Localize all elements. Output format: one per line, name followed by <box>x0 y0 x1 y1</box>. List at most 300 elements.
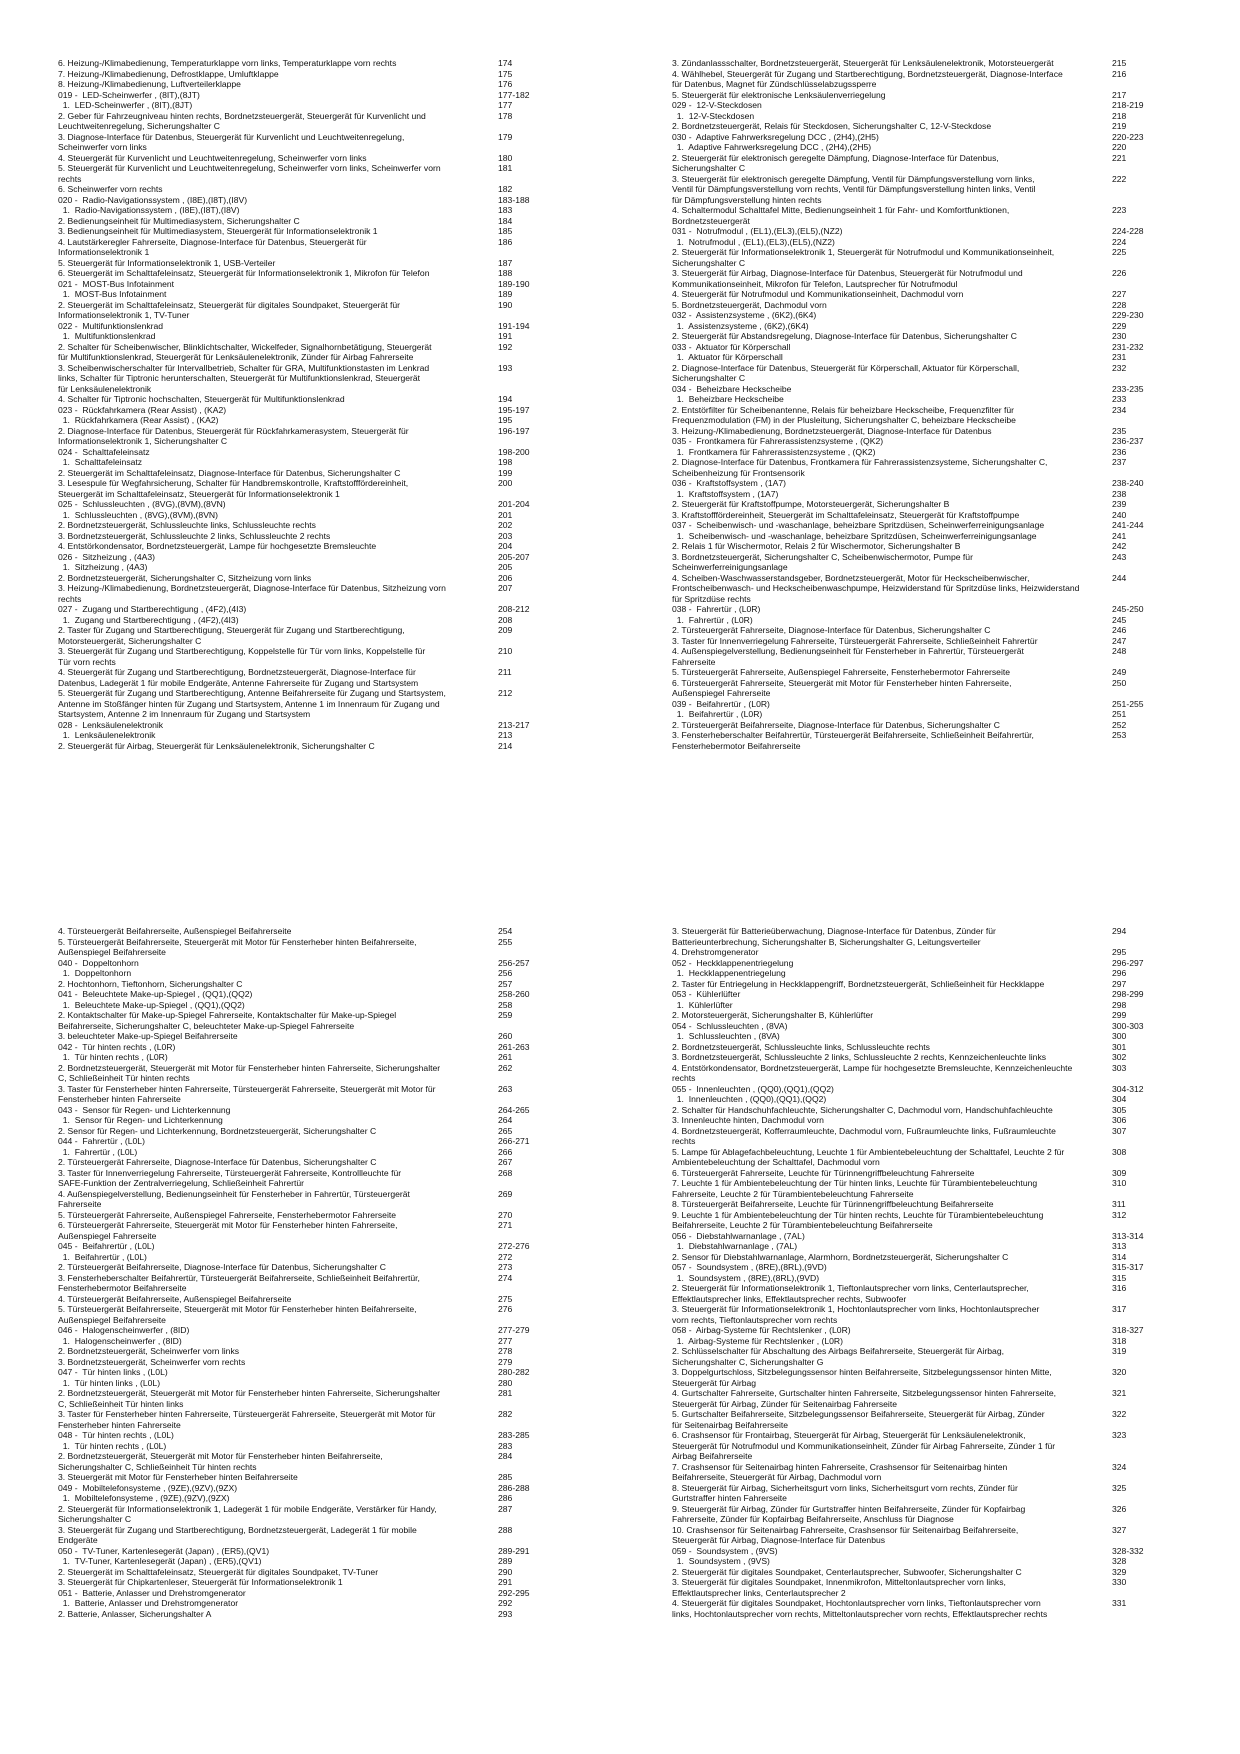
toc-entry <box>58 594 578 605</box>
toc-entry-text: 045 - Beifahrertür , (L0L) <box>58 1241 155 1251</box>
toc-entry-page: 262 <box>498 1062 513 1073</box>
toc-entry-page: 198 <box>498 457 513 467</box>
toc-entry <box>672 300 1192 311</box>
toc-entry-page: 198-200 <box>498 446 530 457</box>
toc-entry-text: 058 - Airbag-Systeme für Rechtslenker , (L0R) <box>672 1325 851 1335</box>
toc-entry-page: 280 <box>498 1377 513 1388</box>
toc-entry-text: Fahrerseite, Zünder für Kopfairbag Beifahrerseite, Anschluss für Diagnose <box>672 1514 954 1524</box>
toc-entry-text: Ventil für Dämpfungsverstellung vorn rechts, Ventil für Dämpfungsverstellung hinten links, Ventil <box>672 184 1036 194</box>
toc-entry-page: 283 <box>498 1440 513 1451</box>
toc-entry-page: 184 <box>498 215 513 226</box>
toc-entry-page: 210 <box>498 646 513 656</box>
toc-entry-text: 1. Innenleuchten , (QQ0),(QQ1),(QQ2) <box>672 1094 827 1104</box>
toc-entry-text: 3. Steuergerät mit Motor für Fensterheber hinten Beifahrerseite <box>58 1472 298 1482</box>
toc-entry <box>672 520 1192 531</box>
toc-entry-page: 302 <box>1112 1052 1127 1062</box>
toc-entry <box>58 1094 578 1105</box>
toc-entry-page <box>1104 184 1192 195</box>
toc-entry-page: 178 <box>498 110 513 121</box>
toc-entry-page: 261-263 <box>498 1041 530 1052</box>
toc-entry-text: 1. Beleuchtete Make-up-Spiegel , (QQ1),(QQ2) <box>58 999 245 1010</box>
toc-entry-text: 2. Türsteuergerät Fahrerseite, Diagnose-Interface für Datenbus, Sicherungshalter C <box>672 625 991 635</box>
toc-entry <box>58 279 578 290</box>
toc-entry <box>58 646 578 657</box>
toc-entry-text: 2. Steuergerät im Schalttafeleinsatz, Steuergerät für digitales Soundpaket, TV-Tuner <box>58 1566 379 1577</box>
toc-entry-text: 1. Adaptive Fahrwerksregelung DCC , (2H4),(2H5) <box>672 142 872 152</box>
toc-entry <box>58 352 578 363</box>
toc-entry-text: 044 - Fahrertür , (L0L) <box>58 1136 145 1146</box>
toc-entry-text: 2. Bordnetzsteuergerät, Scheinwerfer vorn links <box>58 1346 240 1356</box>
toc-entry-text: 3. Steuergerät für Zugang und Startberechtigung, Bordnetzsteuergerät, Ladegerät 1 für mobile <box>58 1524 417 1535</box>
toc-entry-text: links, Hochtonlautsprecher vorn rechts, Mitteltonlautsprecher vorn rechts, Effektlautsprecher rechts <box>672 1608 1048 1619</box>
toc-entry <box>58 1252 578 1263</box>
toc-entry-page: 330 <box>1112 1577 1127 1587</box>
toc-entry-page: 182 <box>498 184 513 194</box>
toc-entry <box>672 1126 1192 1137</box>
toc-entry-page: 175 <box>498 68 513 79</box>
toc-entry <box>58 552 578 563</box>
toc-entry-page: 183-188 <box>498 194 530 205</box>
toc-entry-page: 209 <box>498 625 513 635</box>
toc-entry <box>672 562 1192 573</box>
toc-entry <box>58 583 578 594</box>
toc-entry-page: 266-271 <box>498 1136 530 1146</box>
toc-entry <box>672 937 1192 948</box>
toc-entry <box>672 667 1192 678</box>
toc-entry-page: 286-288 <box>498 1482 530 1493</box>
toc-entry <box>672 615 1192 626</box>
toc-entry <box>672 989 1192 1000</box>
toc-entry-page <box>1104 415 1192 426</box>
toc-entry-page <box>1104 1472 1192 1483</box>
toc-entry-page: 283-285 <box>498 1430 530 1440</box>
toc-entry <box>672 1346 1192 1357</box>
toc-entry <box>672 289 1192 300</box>
toc-entry-page <box>490 1073 578 1084</box>
toc-entry-text: 033 - Aktuator für Körperschall <box>672 341 791 352</box>
toc-entry <box>58 1472 578 1483</box>
toc-entry-text: Steuergerät für Notrufmodul und Kommunikationseinheit, Zünder für Airbag Fahrerseite, Zünder 1 für <box>672 1440 1056 1451</box>
toc-entry-text: 1. Radio-Navigationssystem , (I8E),(I8T),(I8V) <box>58 205 240 215</box>
toc-entry <box>58 989 578 1000</box>
toc-entry-page: 231-232 <box>1112 341 1144 352</box>
toc-entry-page: 312 <box>1112 1209 1127 1220</box>
toc-column-bottom-right <box>672 926 1192 1619</box>
toc-entry-page: 274 <box>498 1272 513 1283</box>
toc-entry-text: 3. Taster für Innenverriegelung Fahrerseite, Türsteuergerät Fahrerseite, Kontrollleuchte für <box>58 1167 402 1178</box>
toc-entry <box>672 237 1192 248</box>
toc-entry-text: 1. Lenksäulenelektronik <box>58 730 156 740</box>
toc-entry <box>672 1315 1192 1326</box>
toc-entry-text: 031 - Notrufmodul , (EL1),(EL3),(EL5),(NZ2) <box>672 226 843 236</box>
toc-entry <box>58 1126 578 1137</box>
toc-entry-text: Informationselektronik 1, TV-Tuner <box>58 310 190 320</box>
toc-entry-page: 295 <box>1112 947 1127 957</box>
toc-entry-page: 309 <box>1112 1167 1127 1178</box>
toc-entry-page: 257 <box>498 978 513 989</box>
toc-entry <box>672 594 1192 605</box>
toc-entry-text: 2. Bordnetzsteuergerät, Steuergerät mit Motor für Fensterheber hinten Fahrerseite, Sicherungshalter <box>58 1388 441 1398</box>
toc-entry <box>58 1346 578 1357</box>
toc-entry <box>58 373 578 384</box>
toc-entry-text: Informationselektronik 1, Sicherungshalter C <box>58 436 228 446</box>
toc-entry-text: 022 - Multifunktionslenkrad <box>58 320 164 331</box>
toc-entry-page: 187 <box>498 257 513 268</box>
toc-entry-page <box>1104 1451 1192 1462</box>
toc-entry-page: 245-250 <box>1112 604 1144 614</box>
toc-entry-text: 1. Beheizbare Heckscheibe <box>672 394 784 404</box>
toc-entry <box>58 1504 578 1515</box>
toc-entry-page <box>1104 1588 1192 1599</box>
toc-entry <box>672 352 1192 363</box>
toc-entry-page <box>1104 79 1192 90</box>
toc-entry-page <box>490 1399 578 1410</box>
toc-entry-text: 4. Gurtschalter Fahrerseite, Gurtschalter hinten Fahrerseite, Sitzbelegungssensor hinten Fahrerseite, <box>672 1388 1057 1398</box>
toc-entry <box>58 237 578 248</box>
toc-entry-page: 288 <box>498 1524 513 1535</box>
toc-entry-text: vorn rechts, Tieftonlautsprecher vorn rechts <box>672 1314 838 1325</box>
toc-entry-page: 275 <box>498 1293 513 1304</box>
toc-entry-text: 2. Diagnose-Interface für Datenbus, Steuergerät für Körperschall, Aktuator für Körperschall, <box>672 362 1020 373</box>
toc-entry <box>672 132 1192 143</box>
toc-entry <box>58 321 578 332</box>
toc-entry-page: 292 <box>498 1598 513 1608</box>
toc-entry-page: 179 <box>498 131 513 142</box>
toc-entry <box>58 541 578 552</box>
toc-entry-text: 049 - Mobiltelefonsysteme , (9ZE),(9ZV),(9ZX) <box>58 1482 238 1493</box>
toc-entry-page: 315-317 <box>1112 1262 1144 1272</box>
toc-entry-page: 191-194 <box>498 320 530 331</box>
toc-entry-page: 272 <box>498 1251 513 1262</box>
toc-entry <box>58 478 578 489</box>
toc-entry <box>58 447 578 458</box>
toc-entry <box>58 604 578 615</box>
toc-entry-page: 233-235 <box>1112 383 1144 394</box>
toc-entry <box>58 184 578 195</box>
toc-entry-text: 2. Sensor für Regen- und Lichterkennung, Bordnetzsteuergerät, Sicherungshalter C <box>58 1125 377 1136</box>
toc-entry <box>672 1472 1192 1483</box>
toc-entry-page: 177 <box>498 100 513 110</box>
toc-entry-page: 225 <box>1112 247 1127 257</box>
toc-entry-text: SAFE-Funktion der Zentralverriegelung, Schließeinheit Fahrertür <box>58 1178 304 1188</box>
toc-entry-text: 3. Heizung-/Klimabedienung, Bordnetzsteuergerät, Diagnose-Interface für Datenbus <box>672 425 992 436</box>
toc-entry-text: 1. Batterie, Anlasser und Drehstromgenerator <box>58 1598 239 1608</box>
toc-entry <box>58 1514 578 1525</box>
toc-entry-text: Außenspiegel Fahrerseite <box>58 1230 157 1241</box>
toc-entry-text: 1. TV-Tuner, Kartenlesegerät (Japan) , (ER5),(QV1) <box>58 1556 262 1566</box>
toc-entry-page: 261 <box>498 1052 513 1062</box>
toc-entry-page: 229-230 <box>1112 310 1144 320</box>
toc-entry-page: 218-219 <box>1112 100 1144 110</box>
toc-entry-text: 2. Kontaktschalter für Make-up-Spiegel Fahrerseite, Kontaktschalter für Make-up-Spiegel <box>58 1010 397 1020</box>
toc-entry <box>58 1147 578 1158</box>
toc-entry-page: 202 <box>498 520 513 530</box>
toc-entry-page: 321 <box>1112 1388 1127 1398</box>
toc-entry <box>58 730 578 741</box>
toc-column-top-left <box>58 58 578 751</box>
toc-entry-text: 4. Steuergerät für Kurvenlicht und Leuchtweitenregelung, Scheinwerfer vorn links <box>58 152 367 163</box>
toc-entry-text: 046 - Halogenscheinwerfer , (8ID) <box>58 1325 190 1335</box>
toc-entry-page: 188 <box>498 268 513 278</box>
toc-entry <box>58 1598 578 1609</box>
toc-entry-text: 3. beleuchteter Make-up-Spiegel Beifahrerseite <box>58 1031 238 1041</box>
toc-entry-page: 247 <box>1112 635 1127 646</box>
toc-entry <box>672 1136 1192 1147</box>
toc-entry-text: 1. Tür hinten rechts , (L0R) <box>58 1052 168 1062</box>
toc-entry-page: 251 <box>1112 709 1127 719</box>
toc-entry <box>58 247 578 258</box>
toc-entry-page: 238-240 <box>1112 478 1144 488</box>
toc-entry <box>672 1504 1192 1515</box>
toc-entry-text: 5. Gurtschalter Beifahrerseite, Sitzbelegungssensor Beifahrerseite, Steuergerät für Airbag, Zünder <box>672 1409 1045 1419</box>
toc-entry-text: 055 - Innenleuchten , (QQ0),(QQ1),(QQ2) <box>672 1083 834 1094</box>
toc-entry-text: Sicherungshalter C <box>672 257 746 268</box>
toc-entry-page: 248 <box>1112 646 1127 656</box>
toc-entry <box>58 436 578 447</box>
toc-entry-page: 213 <box>498 730 513 740</box>
toc-entry-page <box>1104 1294 1192 1305</box>
toc-entry <box>58 58 578 69</box>
toc-entry-page: 319 <box>1112 1346 1127 1356</box>
toc-entry-page: 181 <box>498 163 513 173</box>
toc-entry-page: 289-291 <box>498 1545 530 1556</box>
toc-entry <box>58 1220 578 1231</box>
toc-entry-text: 6. Crashsensor für Frontairbag, Steuergerät für Airbag, Steuergerät für Lenksäulenelektronik, <box>672 1430 1026 1440</box>
toc-entry-page: 255 <box>498 936 513 947</box>
toc-entry-text: 5. Türsteuergerät Beifahrerseite, Steuergerät mit Motor für Fensterheber hinten Beifahrerseite, <box>58 936 417 947</box>
toc-entry-page: 306 <box>1112 1115 1127 1125</box>
toc-entry-page: 267 <box>498 1157 513 1167</box>
toc-entry-page: 286 <box>498 1493 513 1503</box>
toc-entry <box>58 1073 578 1084</box>
toc-entry <box>58 499 578 510</box>
toc-entry-text: 1. Beifahrertür , (L0L) <box>58 1251 147 1262</box>
toc-entry <box>58 1294 578 1305</box>
toc-entry <box>672 552 1192 563</box>
toc-entry <box>672 720 1192 731</box>
toc-entry <box>58 468 578 479</box>
toc-entry-page: 235 <box>1112 425 1127 436</box>
toc-entry-text: Fensterhebermotor Beifahrerseite <box>672 740 801 751</box>
toc-entry <box>672 1252 1192 1263</box>
toc-entry-text: 3. Heizung-/Klimabedienung, Bordnetzsteuergerät, Diagnose-Interface für Datenbus, Sitzheizung vorn <box>58 583 446 593</box>
toc-entry-text: 4. Schaltermodul Schalttafel Mitte, Bedienungseinheit 1 für Fahr- und Komfortfunktionen, <box>672 205 1010 215</box>
toc-entry <box>58 625 578 636</box>
toc-entry <box>58 1483 578 1494</box>
toc-entry-page <box>490 1315 578 1326</box>
toc-entry-text: 2. Hochtonhorn, Tieftonhorn, Sicherungshalter C <box>58 978 243 989</box>
toc-entry-text: 5. Lampe für Ablagefachbeleuchtung, Leuchte 1 für Ambientebeleuchtung der Schalttafel, Leuchte 2 für <box>672 1146 1065 1157</box>
toc-entry-text: 2. Steuergerät für Abstandsregelung, Diagnose-Interface für Datenbus, Sicherungshalter C <box>672 331 1017 341</box>
toc-entry-page <box>1104 258 1192 269</box>
toc-entry <box>58 384 578 395</box>
toc-entry-text: 2. Bordnetzsteuergerät, Steuergerät mit Motor für Fensterheber hinten Fahrerseite, Sicherungshalter <box>58 1062 441 1073</box>
toc-entry-text: Scheinwerfer vorn links <box>58 142 147 152</box>
toc-entry-text: rechts <box>672 1136 696 1146</box>
toc-entry <box>672 583 1192 594</box>
toc-entry-page: 322 <box>1112 1409 1127 1419</box>
toc-entry <box>58 688 578 699</box>
toc-entry <box>672 678 1192 689</box>
toc-entry-text: Beifahrerseite, Sicherungshalter C, beleuchteter Make-up-Spiegel Fahrerseite <box>58 1020 355 1031</box>
toc-entry <box>672 195 1192 206</box>
toc-entry-text: 1. Sensor für Regen- und Lichterkennung <box>58 1115 223 1125</box>
toc-entry <box>672 1094 1192 1105</box>
toc-entry-page: 328-332 <box>1112 1545 1144 1556</box>
toc-entry <box>672 1378 1192 1389</box>
toc-entry-text: 1. MOST-Bus Infotainment <box>58 289 167 299</box>
toc-entry-text: Sicherungshalter C, Sicherungshalter G <box>672 1356 824 1367</box>
toc-entry-page: 237 <box>1112 457 1127 467</box>
toc-entry-page: 282 <box>498 1409 513 1419</box>
toc-entry <box>672 216 1192 227</box>
toc-entry <box>672 1262 1192 1273</box>
toc-entry <box>672 1073 1192 1084</box>
toc-entry <box>672 1556 1192 1567</box>
toc-entry-text: 5. Bordnetzsteuergerät, Dachmodul vorn <box>672 299 827 310</box>
toc-entry-page: 251-255 <box>1112 698 1144 709</box>
toc-entry <box>672 709 1192 720</box>
toc-entry-text: Außenspiegel Fahrerseite <box>672 688 771 698</box>
toc-entry-page <box>1104 163 1192 174</box>
toc-entry-page: 264 <box>498 1115 513 1125</box>
toc-entry-text: 6. Steuergerät im Schalttafeleinsatz, Steuergerät für Informationselektronik 1, Mikrofon für Telefon <box>58 268 430 278</box>
toc-entry-text: 038 - Fahrertür , (L0R) <box>672 604 761 614</box>
toc-entry-page <box>1104 1220 1192 1231</box>
toc-entry-page <box>490 1178 578 1189</box>
toc-entry <box>58 1000 578 1011</box>
toc-entry-text: 5. Türsteuergerät Fahrerseite, Außenspiegel Fahrerseite, Fensterhebermotor Fahrerseite <box>58 1209 397 1220</box>
toc-entry-text: Leuchtweitenregelung, Sicherungshalter C <box>58 121 220 131</box>
toc-entry-page: 299 <box>1112 1010 1127 1020</box>
toc-entry-page: 236 <box>1112 446 1127 457</box>
toc-entry-page: 220 <box>1112 142 1127 152</box>
toc-entry-page: 290 <box>498 1566 513 1577</box>
toc-entry-text: 2. Entstörfilter für Scheibenantenne, Relais für beheizbare Heckscheibe, Frequenzfilter für <box>672 404 1015 415</box>
toc-entry-page <box>1104 562 1192 573</box>
toc-entry-text: 2. Steuergerät im Schalttafeleinsatz, Diagnose-Interface für Datenbus, Sicherungshalter C <box>58 467 401 478</box>
toc-entry-text: 2. Steuergerät für digitales Soundpaket, Centerlautsprecher, Subwoofer, Sicherungshalter C <box>672 1566 1022 1577</box>
toc-entry <box>672 604 1192 615</box>
toc-entry <box>58 1556 578 1567</box>
toc-entry-text: 2. Schalter für Handschuhfachleuchte, Sicherungshalter C, Dachmodul vorn, Handschuhfachleuchte <box>672 1104 1053 1115</box>
toc-entry <box>672 100 1192 111</box>
toc-entry <box>58 163 578 174</box>
toc-entry-page: 190 <box>498 299 513 310</box>
toc-entry <box>58 415 578 426</box>
toc-entry-page: 201-204 <box>498 499 530 509</box>
toc-entry-page: 215 <box>1112 58 1127 68</box>
toc-entry <box>58 562 578 573</box>
toc-entry-text: 037 - Scheibenwisch- und -waschanlage, beheizbare Spritzdüsen, Scheinwerferreinigungsanlage <box>672 520 1045 530</box>
toc-entry <box>672 1430 1192 1441</box>
toc-entry-text: 3. Steuergerät für elektronisch geregelte Dämpfung, Ventil für Dämpfungsverstellung vorn links, <box>672 173 1035 184</box>
toc-entry-text: Datenbus, Ladegerät 1 für mobile Endgeräte, Antenne Fahrerseite für Zugang und Startsystem <box>58 677 419 688</box>
toc-entry <box>58 1262 578 1273</box>
toc-entry <box>672 331 1192 342</box>
toc-entry-text: 1. Fahrertür , (L0R) <box>672 614 753 625</box>
toc-entry <box>672 1115 1192 1126</box>
toc-entry-page: 200 <box>498 478 513 488</box>
toc-entry-text: 1. Doppeltonhorn <box>58 968 132 978</box>
toc-entry <box>672 184 1192 195</box>
toc-entry <box>58 573 578 584</box>
toc-entry-page <box>1104 1441 1192 1452</box>
toc-entry-text: 3. Innenleuchte hinten, Dachmodul vorn <box>672 1115 824 1125</box>
toc-entry-page: 208 <box>498 614 513 625</box>
toc-entry-page <box>490 699 578 710</box>
toc-entry-text: 034 - Beheizbare Heckscheibe <box>672 383 792 394</box>
toc-entry-text: rechts <box>58 173 82 184</box>
toc-entry-page: 217 <box>1112 89 1127 100</box>
toc-entry-text: 2. Diagnose-Interface für Datenbus, Frontkamera für Fahrerassistenzsysteme, Sicherungshalter C, <box>672 457 1048 467</box>
toc-entry <box>672 636 1192 647</box>
toc-entry-page: 183 <box>498 205 513 215</box>
toc-entry <box>672 1052 1192 1063</box>
toc-entry-text: 7. Heizung-/Klimabedienung, Defrostklappe, Umluftklappe <box>58 68 279 79</box>
toc-entry-page: 266 <box>498 1146 513 1157</box>
toc-entry-page <box>490 1094 578 1105</box>
toc-entry <box>58 363 578 374</box>
toc-entry-text: 2. Steuergerät für elektronisch geregelte Dämpfung, Diagnose-Interface für Datenbus, <box>672 152 999 163</box>
toc-entry-page <box>490 1514 578 1525</box>
toc-entry-text: 3. Doppelgurtschloss, Sitzbelegungssensor hinten Beifahrerseite, Sitzbelegungssensor hinten Mitte, <box>672 1367 1052 1377</box>
toc-entry-page <box>490 1535 578 1546</box>
toc-entry-text: 9. Leuchte 1 für Ambientebeleuchtung der Tür hinten rechts, Leuchte für Türambientebeleuchtung <box>672 1209 1044 1220</box>
toc-entry-text: Fahrerseite <box>58 1199 102 1209</box>
toc-entry-text: 2. Bordnetzsteuergerät, Schlussleuchte links, Schlussleuchte rechts <box>672 1041 930 1052</box>
toc-entry-text: 3. Steuergerät für Batterieüberwachung, Diagnose-Interface für Datenbus, Zünder für <box>672 926 996 936</box>
toc-entry-page: 323 <box>1112 1430 1127 1440</box>
toc-entry-text: Informationselektronik 1 <box>58 247 150 257</box>
toc-entry-page <box>1104 1420 1192 1431</box>
toc-entry-page: 260 <box>498 1031 513 1041</box>
toc-entry <box>58 216 578 227</box>
toc-entry <box>58 1325 578 1336</box>
toc-entry-page: 253 <box>1112 730 1127 740</box>
toc-entry-text: Außenspiegel Beifahrerseite <box>58 947 166 957</box>
toc-entry-page <box>490 373 578 384</box>
toc-entry-text: 1. Tür hinten rechts , (L0L) <box>58 1440 167 1451</box>
toc-entry <box>58 1283 578 1294</box>
toc-entry-text: 3. Lesespule für Wegfahrsicherung, Schalter für Handbremskontrolle, Kraftstofffördereinheit, <box>58 478 409 488</box>
toc-entry <box>58 1231 578 1242</box>
toc-entry-text: Effektlautsprecher links, Effektlautsprecher rechts, Subwoofer <box>672 1293 907 1304</box>
toc-entry <box>672 268 1192 279</box>
toc-entry <box>58 1451 578 1462</box>
toc-entry-text: 1. Schalttafeleinsatz <box>58 457 143 467</box>
toc-entry-page: 194 <box>498 394 513 404</box>
toc-entry <box>672 1409 1192 1420</box>
toc-entry-text: 5. Steuergerät für Zugang und Startberechtigung, Antenne Beifahrerseite für Zugang und Startsystem, <box>58 688 446 698</box>
toc-entry-text: Beifahrerseite, Steuergerät für Airbag, Dachmodul vorn <box>672 1472 882 1482</box>
toc-entry-text: 4. Schalter für Tiptronic hochschalten, Steuergerät für Multifunktionslenkrad <box>58 394 345 404</box>
toc-entry-text: 1. Halogenscheinwerfer , (8ID) <box>58 1335 182 1346</box>
toc-entry-page: 238 <box>1112 488 1127 499</box>
toc-entry-text: 1. Airbag-Systeme für Rechtslenker , (L0R) <box>672 1335 843 1346</box>
toc-entry-text: 1. Aktuator für Körperschall <box>672 352 783 362</box>
toc-entry-text: 1. LED-Scheinwerfer , (8IT),(8JT) <box>58 100 193 110</box>
toc-entry <box>672 1231 1192 1242</box>
toc-entry-text: Sicherungshalter C, Schließeinheit Tür hinten rechts <box>58 1461 257 1472</box>
toc-entry-page: 195-197 <box>498 404 530 415</box>
toc-entry-page: 193 <box>498 362 513 373</box>
toc-entry <box>58 205 578 216</box>
toc-entry-text: 2. Taster für Entriegelung in Heckklappengriff, Bordnetzsteuergerät, Schließeinheit für Heckklappe <box>672 978 1045 989</box>
toc-entry-page: 207 <box>498 583 513 593</box>
toc-entry-text: für Spritzdüse rechts <box>672 593 751 604</box>
toc-entry-text: Beifahrerseite, Leuchte 2 für Türambientebeleuchtung Beifahrerseite <box>672 1220 933 1230</box>
